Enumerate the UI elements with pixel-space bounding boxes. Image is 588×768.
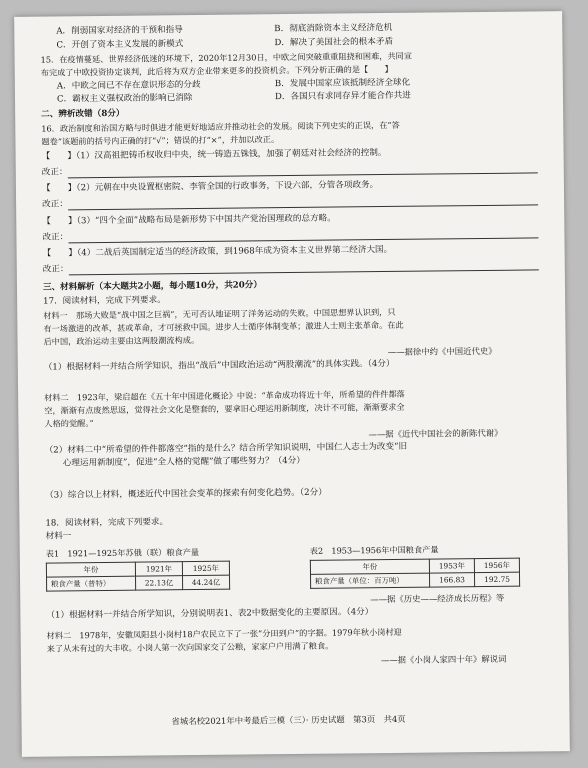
q17-material1-line2: 有一场激进的改革，甚或革命，才可拯救中国。进步人士循序体制变革；激进人士则主张革命。在此 xyxy=(43,319,404,334)
table-header-cell: 1925年 xyxy=(182,561,229,575)
q17-material2-line1: 材料二 1923年，梁启超在《五十年中国进化概论》中说：“革命成功将近十年，所希望的件件都落 xyxy=(44,388,405,403)
q18-stem: 18．阅读材料，完成下列要求。 xyxy=(45,517,169,529)
table-row xyxy=(310,572,519,588)
table1 xyxy=(46,561,230,592)
q15-option-c: C．霸权主义强权政治的影响已消除 xyxy=(56,93,193,105)
table-cell: 192.75 xyxy=(474,572,519,586)
table-cell: 粮食产量（普特） xyxy=(47,576,136,591)
answer-line xyxy=(68,172,538,178)
exam-page xyxy=(14,11,570,757)
q16-stem-line1: 16．政治制度和治国方略与时俱进才能更好地适应并推动社会的发展。阅读下列史实的正误，在“答 xyxy=(41,119,400,134)
q17-2-question-line1: （2）材料二中“所希望的件件都落空”指的是什么？结合所学知识说明，中国仁人志士为改变“旧 xyxy=(44,441,408,456)
table-cell: 22.13亿 xyxy=(136,576,183,590)
q15-option-b: B．发展中国家应该抵制经济全球化 xyxy=(274,77,411,90)
section2-title: 二、辨析改错（8分） xyxy=(41,108,125,120)
q16-item-3: 【 】（3）“四个全面”战略布局是新形势下中国共产党治国理政的总方略。 xyxy=(42,213,336,227)
q17-stem: 17．阅读材料，完成下列要求。 xyxy=(43,295,166,307)
q18-material2-line2: 来了从未有过的大丰收。小岗人第一次向国家交了公粮，家家户户用满了粮食。 xyxy=(46,640,334,654)
q18-material2-line1: 材料二 1978年，安徽凤阳县小岗村18户农民立下了一张“分田到户”的字据。1979年秋小岗村迎 xyxy=(46,626,402,641)
answer-line xyxy=(68,204,538,210)
q18-1-question: （1）根据材料一并结合所学知识，分别说明表1、表2中数据变化的主要原因。（4分） xyxy=(46,607,374,621)
q16-correction-3: 改正： xyxy=(42,232,69,243)
q17-material1-source: ——据徐中约《中国近代史》 xyxy=(387,345,497,357)
q17-material1-line3: 后中国，政治运动主要由这两股潮流构成。 xyxy=(43,334,200,347)
q18-material1-label: 材料一 xyxy=(45,531,72,542)
q15-stem-line1: 15．在疫情蔓延、世界经济低迷的环境下，2020年12月30日，中欧之间突破重重阻挠和困难，共同宣 xyxy=(40,50,413,65)
table2 xyxy=(310,558,520,589)
table-header-cell: 1953年 xyxy=(429,559,474,573)
q17-material2-source: ——据《近代中国社会的新陈代谢》 xyxy=(368,427,503,440)
q16-correction-1: 改正： xyxy=(41,167,68,178)
q16-item-2: 【 】（2）元朝在中央设置枢密院、李管全国的行政事务，下设六部，分管各项政务。 xyxy=(41,180,379,194)
q17-material2-line3: 人格的觉醒。” xyxy=(44,418,94,429)
table-cell: 44.24亿 xyxy=(183,575,230,589)
table-cell: 粮食产量（单位：百万吨） xyxy=(310,573,429,588)
q15-stem-line2: 布完成了中欧投资协定谈判，此后将为双方企业带来更多的投资机会。下列分析正确的是【 】 xyxy=(40,63,393,78)
table-header-cell: 年份 xyxy=(310,559,429,574)
q15-option-d: D．各国只有求同存异才能合作共进 xyxy=(274,90,411,103)
q15-option-a: A．中欧之间已不存在意识形态的分歧 xyxy=(56,79,201,92)
q16-stem-line2: 题卷”该题前的括号内正确的打“√”；错误的打“×”，并加以改正。 xyxy=(41,134,280,147)
table-header-cell: 1921年 xyxy=(135,562,182,576)
q17-2-question-line2: 心理运用新制度”，促进“全人格的觉醒”做了哪些努力？（4分） xyxy=(62,455,305,469)
q18-material2-source: ——据《小岗人家四十年》解说词 xyxy=(380,653,507,666)
answer-line xyxy=(69,269,539,275)
table1-caption: 表1 1921—1925年苏俄（联）粮食产量 xyxy=(45,546,200,559)
q14-option-d: D．解决了美国社会的根本矛盾 xyxy=(274,36,394,49)
q16-correction-2: 改正： xyxy=(42,199,68,210)
section3-title: 三、材料解析（本大题共2小题，每小题10分，共20分） xyxy=(42,280,262,293)
q16-item-4: 【 】（4）二战后英国制定适当的经济政策，到1968年成为资本主义世界第二经济大国。 xyxy=(42,244,393,259)
answer-line xyxy=(69,237,539,243)
table-row xyxy=(47,575,230,591)
q16-correction-4: 改正： xyxy=(42,264,69,275)
q16-item-1: 【 】（1）汉高祖把铸币权收归中央，统一铸造五铢钱，加强了朝廷对社会经济的控制。 xyxy=(41,147,387,162)
table-header-cell: 年份 xyxy=(46,562,135,577)
q18-material1-source: ——据《历史——经济成长历程》等 xyxy=(370,592,505,605)
page-footer: 省城名校2021年中考最后三模（三）· 历史试题 第3页 共4页 xyxy=(171,713,406,727)
q14-option-b: B．彻底消除资本主义经济危机 xyxy=(274,22,393,35)
q17-3-question: （3）综合以上材料，概述近代中国社会变革的探索有何变化趋势。（2分） xyxy=(45,487,327,501)
q17-1-question: （1）根据材料一并结合所学知识，指出“战后”中国政治运动“两股潮流”的具体实践。（4分） xyxy=(43,358,395,373)
q17-material1-line1: 材料一 那场大败是“战中国之巨祸”，无可否认地证明了洋务运动的失败。中国思想界认识到，只 xyxy=(43,306,396,321)
q14-option-a: A．削弱国家对经济的干预和指导 xyxy=(56,25,183,37)
q14-option-c: C．开创了资本主义发展的新模式 xyxy=(56,39,184,51)
table-header-cell: 1956年 xyxy=(474,558,519,572)
table2-caption: 表2 1953—1956年中国粮食产量 xyxy=(309,544,439,556)
q17-material2-line2: 空，渐渐有点废然思返，觉得社会文化是整套的，要拿旧心理运用新制度，决计不可能，渐渐要求全 xyxy=(44,401,405,416)
table-cell: 166.83 xyxy=(429,573,474,587)
